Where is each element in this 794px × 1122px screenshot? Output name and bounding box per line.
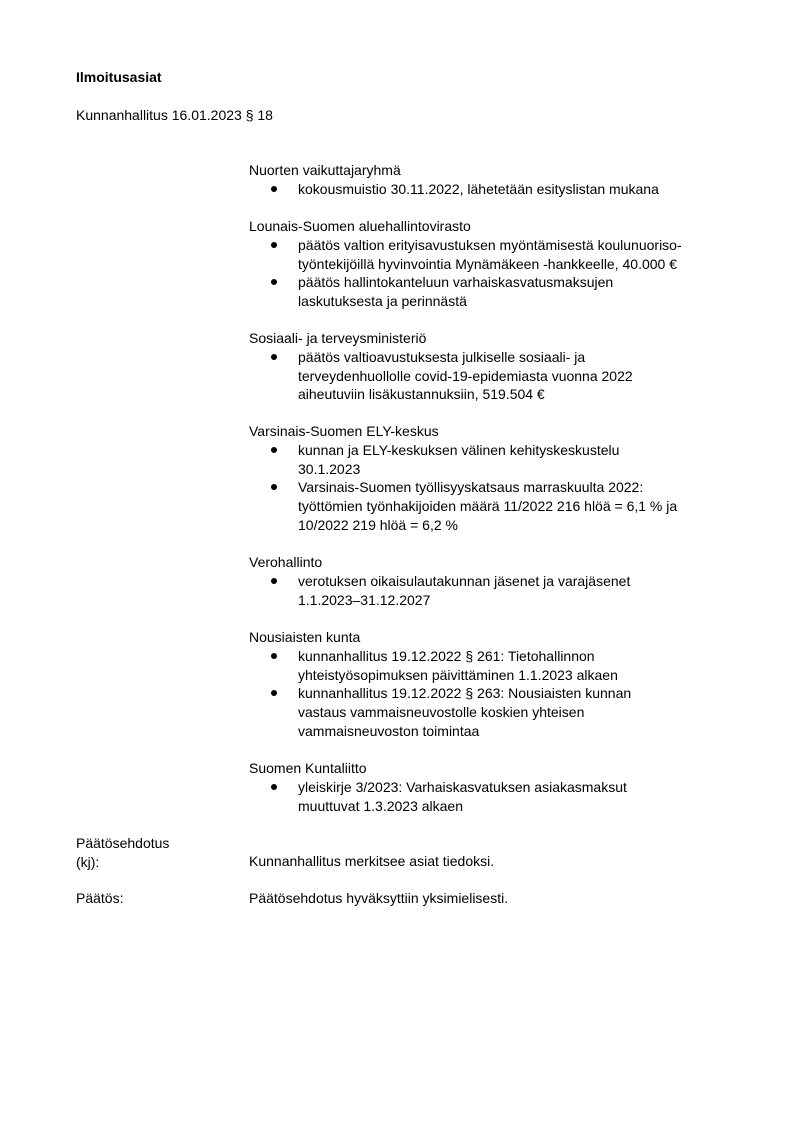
notice-section bbox=[249, 759, 627, 815]
list-item-text: laskutuksesta ja perinnästä bbox=[298, 293, 467, 309]
bullet-icon bbox=[271, 784, 277, 790]
list-item-text: vammaisneuvoston toimintaa bbox=[298, 722, 480, 739]
list-item bbox=[249, 273, 682, 311]
list-item-text: vastaus vammaisneuvostolle koskien yhteisen bbox=[298, 704, 585, 720]
list-item-text: terveydenhuollolle covid-19-epidemiasta vuonna 2022 bbox=[298, 367, 633, 384]
section-heading: Nousiaisten kunta bbox=[249, 629, 361, 645]
notice-section bbox=[249, 217, 682, 311]
list-item bbox=[249, 180, 659, 199]
bullet-icon bbox=[271, 354, 277, 360]
section-heading: Suomen Kuntaliitto bbox=[249, 760, 367, 776]
bullet-icon bbox=[271, 690, 277, 696]
section-heading: Nuorten vaikuttajaryhmä bbox=[249, 162, 401, 178]
list-item-text: Varsinais-Suomen työllisyyskatsaus marraskuulta 2022: bbox=[298, 479, 644, 496]
section-heading: Verohallinto bbox=[249, 554, 323, 570]
meeting-reference: Kunnanhallitus 16.01.2023 § 18 bbox=[76, 107, 273, 123]
notice-section bbox=[249, 422, 677, 535]
proposal-label bbox=[76, 834, 169, 872]
list-item-text: 30.1.2023 bbox=[298, 460, 361, 477]
bullet-icon bbox=[271, 578, 277, 584]
bullet-icon bbox=[271, 186, 277, 192]
list-item-text: päätös hallintokanteluun varhaiskasvatusmaksujen bbox=[298, 274, 614, 291]
list-item-text: työntekijöillä hyvinvointia Mynämäkeen -hankkeelle, 40.000 € bbox=[298, 255, 677, 272]
list-item-text: päätös valtioavustuksesta julkiselle sosiaali- ja bbox=[298, 348, 586, 365]
proposal-text: Kunnanhallitus merkitsee asiat tiedoksi. bbox=[249, 853, 495, 869]
bullet-icon bbox=[271, 447, 277, 453]
decision-label: Päätös: bbox=[76, 890, 124, 906]
bullet-icon bbox=[271, 279, 277, 285]
list-item bbox=[249, 348, 633, 404]
section-heading: Sosiaali- ja terveysministeriö bbox=[249, 330, 427, 346]
list-item-text: yleiskirje 3/2023: Varhaiskasvatuksen asiakasmaksut bbox=[298, 778, 627, 795]
proposal-label-line: (kj): bbox=[76, 853, 100, 870]
proposal-label-line: Päätösehdotus bbox=[76, 835, 170, 851]
list-item bbox=[249, 778, 627, 816]
decision-text: Päätösehdotus hyväksyttiin yksimielisesti. bbox=[249, 890, 509, 906]
list-item-text: kunnanhallitus 19.12.2022 § 261: Tietohallinnon bbox=[298, 647, 595, 664]
section-heading: Lounais-Suomen aluehallintovirasto bbox=[249, 218, 471, 234]
list-item-text: päätös valtion erityisavustuksen myöntämisestä koulunuoriso- bbox=[298, 236, 682, 253]
notice-section bbox=[249, 553, 630, 609]
list-item-text: muuttuvat 1.3.2023 alkaen bbox=[298, 797, 464, 814]
notice-section bbox=[249, 329, 633, 404]
list-item-text: kunnan ja ELY-keskuksen välinen kehityskeskustelu bbox=[298, 441, 620, 458]
list-item-text: 1.1.2023–31.12.2027 bbox=[298, 591, 431, 608]
bullet-icon bbox=[271, 242, 277, 248]
notice-section bbox=[249, 161, 659, 199]
list-item-text: työttömien työnhakijoiden määrä 11/2022 216 hlöä = 6,1 % ja bbox=[298, 498, 678, 514]
list-item bbox=[249, 236, 682, 274]
list-item bbox=[249, 572, 630, 610]
section-heading: Varsinais-Suomen ELY-keskus bbox=[249, 423, 439, 439]
list-item-text: verotuksen oikaisulautakunnan jäsenet ja varajäsenet bbox=[298, 572, 631, 589]
list-item-text: aiheutuviin lisäkustannuksiin, 519.504 € bbox=[298, 386, 545, 403]
list-item-text: 10/2022 219 hlöä = 6,2 % bbox=[298, 516, 458, 533]
list-item-text: yhteistyösopimuksen päivittäminen 1.1.2023 alkaen bbox=[298, 666, 618, 683]
list-item-text: kokousmuistio 30.11.2022, lähetetään esityslistan mukana bbox=[298, 180, 659, 197]
list-item bbox=[249, 478, 677, 534]
list-item bbox=[249, 441, 677, 479]
bullet-icon bbox=[271, 653, 277, 659]
page-title: Ilmoitusasiat bbox=[76, 69, 162, 85]
list-item bbox=[249, 684, 631, 740]
notice-section bbox=[249, 628, 631, 741]
list-item-text: kunnanhallitus 19.12.2022 § 263: Nousiaisten kunnan bbox=[298, 685, 632, 702]
bullet-icon bbox=[271, 484, 277, 490]
list-item bbox=[249, 647, 631, 685]
